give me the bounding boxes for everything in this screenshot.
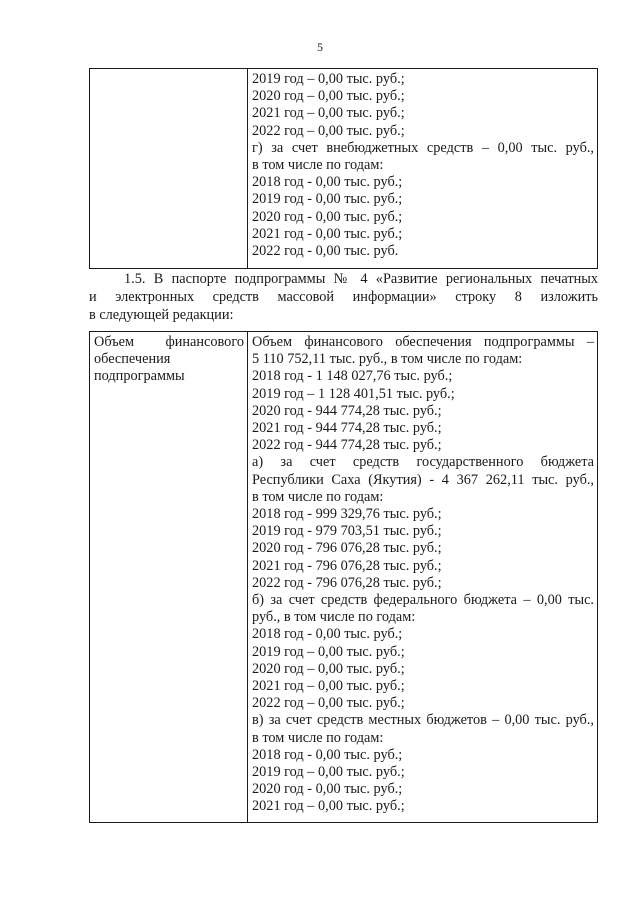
text-line: в том числе по годам: bbox=[252, 488, 384, 505]
text-line: 2022 год - 796 076,28 тыс. руб.; bbox=[252, 574, 442, 591]
text-line: 2021 год – 0,00 тыс. руб.; bbox=[252, 798, 405, 815]
text-line: 2022 год - 944 774,28 тыс. руб.; bbox=[252, 437, 442, 454]
financing-table bbox=[89, 331, 598, 823]
text-line: 2019 год – 0,00 тыс. руб.; bbox=[252, 643, 405, 660]
text-line: 2019 год – 1 128 401,51 тыс. руб.; bbox=[252, 385, 455, 402]
text-line: 2021 год - 0,00 тыс. руб.; bbox=[252, 225, 403, 242]
text-line: 2020 год - 944 774,28 тыс. руб.; bbox=[252, 402, 442, 419]
text-line: а) за счет средств государственного бюджета bbox=[252, 454, 594, 471]
paragraph-1-5 bbox=[89, 270, 598, 324]
text-line: б) за счет средств федерального бюджета – 0,00 тыс. bbox=[252, 592, 594, 609]
text-line: 2020 год - 0,00 тыс. руб.; bbox=[252, 781, 403, 798]
text-line: 5 110 752,11 тыс. руб., в том числе по годам: bbox=[252, 351, 523, 368]
text-line: 2022 год – 0,00 тыс. руб.; bbox=[252, 695, 405, 712]
text-line: 2018 год - 999 329,76 тыс. руб.; bbox=[252, 506, 442, 523]
text-line: 2018 год - 1 148 027,76 тыс. руб.; bbox=[252, 368, 453, 385]
table-cell-label bbox=[90, 332, 248, 823]
page-number: 5 bbox=[317, 40, 323, 54]
financing-table-continued bbox=[89, 68, 598, 269]
text-line: 2019 год – 0,00 тыс. руб.; bbox=[252, 764, 405, 781]
text-line: руб., в том числе по годам: bbox=[252, 609, 416, 626]
text-line: в том числе по годам: bbox=[252, 157, 384, 174]
table-cell-label bbox=[90, 69, 248, 269]
text-line: 2019 год – 0,00 тыс. руб.; bbox=[252, 71, 405, 87]
text-line: в том числе по годам: bbox=[252, 729, 384, 746]
text-line: Объем финансового обеспечения подпрограммы – bbox=[252, 334, 594, 350]
paragraph-line: 1.5. В паспорте подпрограммы № 4 «Развитие региональных печатных bbox=[124, 271, 598, 287]
table-cell-value bbox=[248, 332, 598, 823]
text-line: 2018 год - 0,00 тыс. руб.; bbox=[252, 626, 403, 643]
text-line: 2018 год - 0,00 тыс. руб.; bbox=[252, 174, 403, 191]
text-line: 2020 год - 0,00 тыс. руб.; bbox=[252, 208, 403, 225]
paragraph-line: и электронных средств массовой информации» строку 8 изложить bbox=[89, 289, 598, 305]
text-line: 2019 год - 979 703,51 тыс. руб.; bbox=[252, 523, 442, 540]
table-row bbox=[90, 69, 598, 269]
label-line: Объем финансового bbox=[94, 334, 244, 350]
text-line: г) за счет внебюджетных средств – 0,00 тыс. руб., bbox=[252, 139, 594, 156]
text-line: 2022 год – 0,00 тыс. руб.; bbox=[252, 122, 405, 139]
label-line: подпрограммы bbox=[94, 368, 185, 385]
text-line: 2021 год - 796 076,28 тыс. руб.; bbox=[252, 557, 442, 574]
text-line: 2021 год – 0,00 тыс. руб.; bbox=[252, 678, 405, 695]
table-cell-value bbox=[248, 69, 598, 269]
text-line: 2020 год – 0,00 тыс. руб.; bbox=[252, 88, 405, 105]
table-row bbox=[90, 332, 598, 823]
text-line: в) за счет средств местных бюджетов – 0,00 тыс. руб., bbox=[252, 712, 594, 729]
text-line: 2019 год - 0,00 тыс. руб.; bbox=[252, 191, 403, 208]
text-line: 2018 год - 0,00 тыс. руб.; bbox=[252, 746, 403, 763]
label-line: обеспечения bbox=[94, 351, 171, 368]
text-line: 2021 год – 0,00 тыс. руб.; bbox=[252, 105, 405, 122]
text-line: 2021 год - 944 774,28 тыс. руб.; bbox=[252, 420, 442, 437]
text-line: 2020 год – 0,00 тыс. руб.; bbox=[252, 660, 405, 677]
text-line: 2022 год - 0,00 тыс. руб. bbox=[252, 243, 399, 260]
paragraph-line: в следующей редакции: bbox=[89, 307, 234, 323]
text-line: 2020 год - 796 076,28 тыс. руб.; bbox=[252, 540, 442, 557]
text-line: Республики Саха (Якутия) - 4 367 262,11 тыс. руб., bbox=[252, 471, 594, 488]
